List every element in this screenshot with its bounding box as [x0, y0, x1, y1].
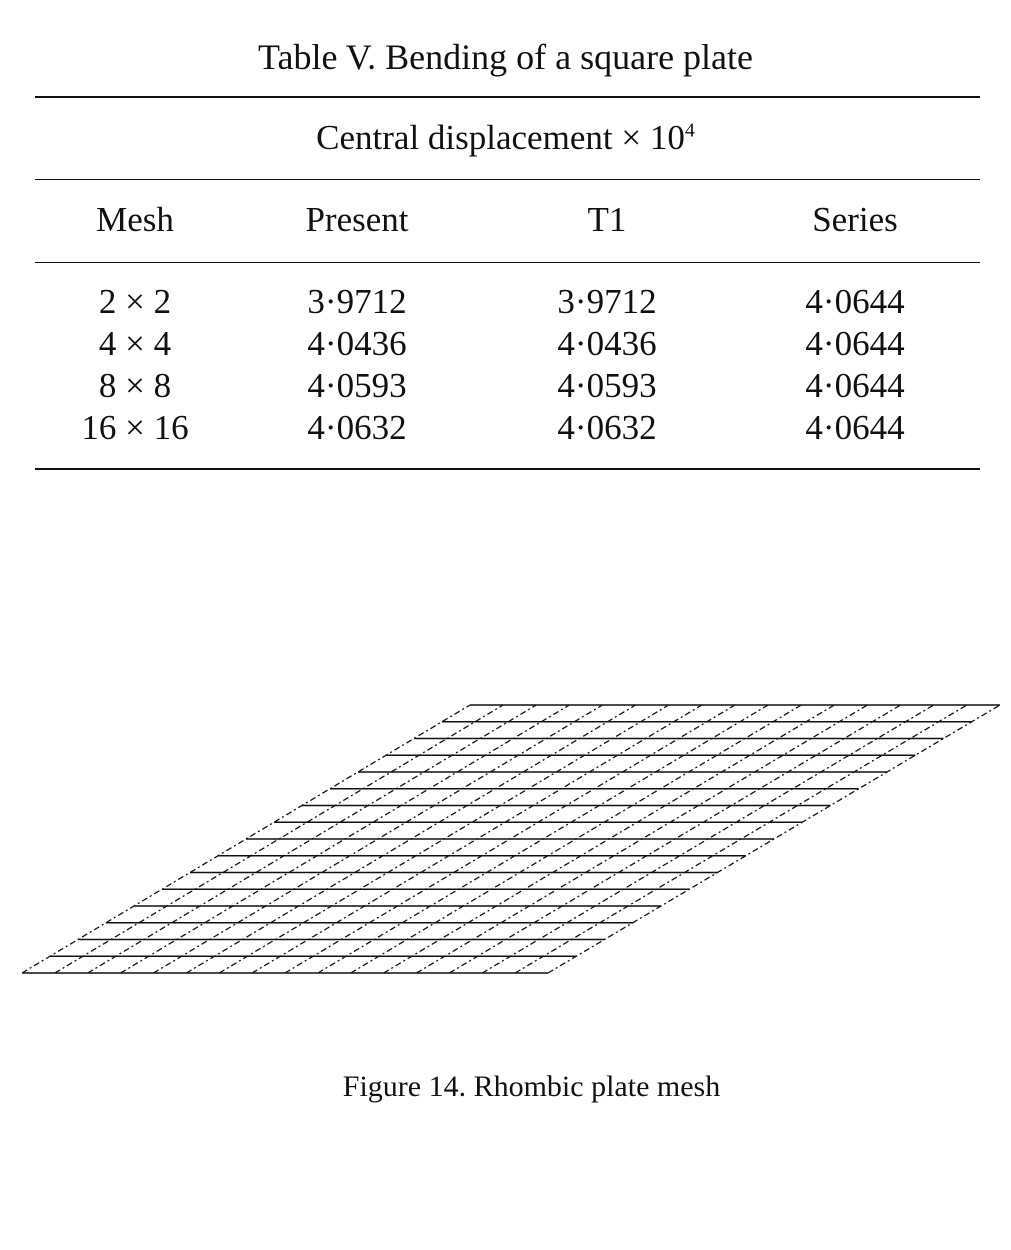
table-title: Table V. Bending of a square plate — [257, 37, 754, 77]
mesh-cell: 4 × 4 — [98, 324, 172, 363]
column-header: Series — [812, 200, 898, 239]
column-header: Present — [305, 200, 409, 239]
mesh-cell: 2 × 2 — [98, 282, 172, 321]
column-header: T1 — [587, 200, 627, 239]
value-cell: 3·9712 — [557, 282, 657, 321]
value-cell: 4·0644 — [805, 408, 905, 447]
mesh-cell: 8 × 8 — [98, 366, 172, 405]
figure-caption: Figure 14. Rhombic plate mesh — [342, 1070, 721, 1103]
table-header-rule — [35, 262, 980, 263]
table-bottom-rule — [35, 468, 980, 470]
value-cell: 4·0644 — [805, 366, 905, 405]
mesh-cell: 16 × 16 — [81, 408, 189, 447]
rhombic-plate-mesh — [0, 690, 1011, 990]
group-header-exponent: 4 — [684, 119, 695, 142]
value-cell: 4·0632 — [557, 408, 657, 447]
column-header: Mesh — [96, 200, 174, 239]
table-top-rule — [35, 96, 980, 98]
value-cell: 4·0644 — [805, 324, 905, 363]
value-cell: 4·0632 — [307, 408, 407, 447]
value-cell: 4·0593 — [557, 366, 657, 405]
table-mid-rule — [35, 179, 980, 180]
value-cell: 4·0436 — [307, 324, 407, 363]
value-cell: 3·9712 — [307, 282, 407, 321]
table-group-header — [0, 118, 1011, 158]
value-cell: 4·0593 — [307, 366, 407, 405]
group-header-text: Central displacement × 10 — [316, 118, 685, 157]
value-cell: 4·0436 — [557, 324, 657, 363]
value-cell: 4·0644 — [805, 282, 905, 321]
